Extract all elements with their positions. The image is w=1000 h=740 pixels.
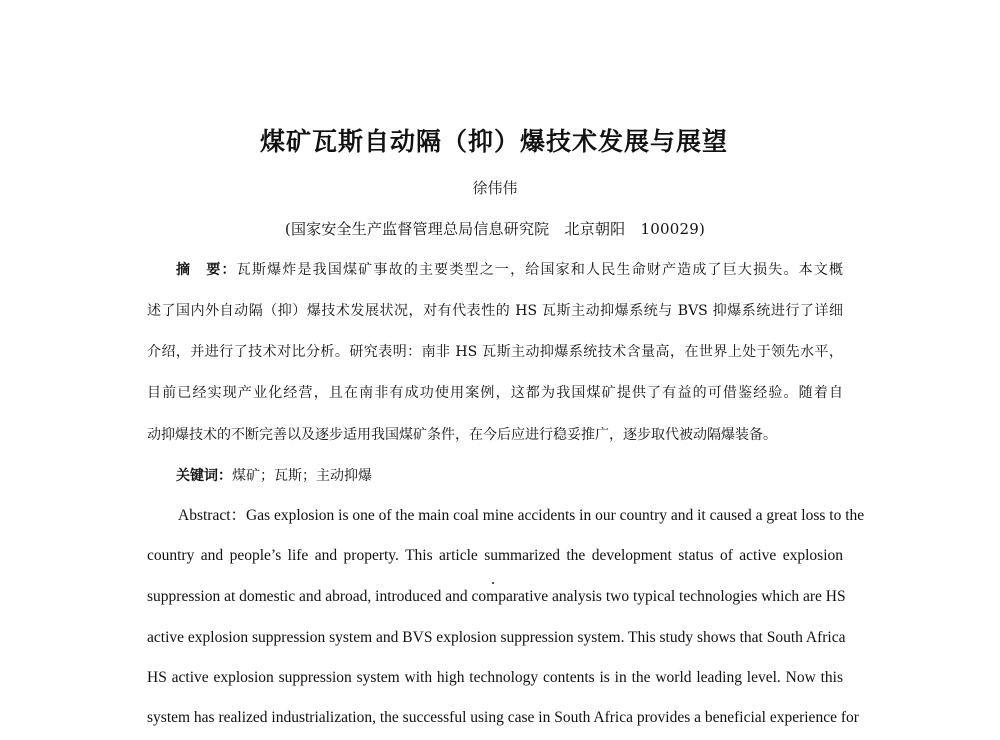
abstract-cn-line-4: 目前已经实现产业化经营，且在南非有成功使用案例，这都为我国煤矿提供了有益的可借鉴经验。随着自: [147, 385, 843, 401]
author-affiliation: (国家安全生产监督管理总局信息研究院 北京朝阳 100029): [284, 220, 706, 238]
abstract-en-line-6: system has realized industrialization, the successful using case in South Africa provides a beneficial experience for: [147, 709, 859, 726]
author-name: 徐伟伟: [472, 179, 518, 197]
abstract-cn-label: 摘 要：: [176, 262, 237, 278]
keywords-cn: [176, 466, 843, 486]
abstract-cn-line-2: 述了国内外自动隔（抑）爆技术发展状况，对有代表性的 HS 瓦斯主动抑爆系统与 BVS 抑爆系统进行了详细: [147, 303, 843, 319]
abstract-en-line-2: country and people’s life and property. This article summarized the development status of active explosion: [147, 547, 843, 564]
abstract-en-line-3: suppression at domestic and abroad, introduced and comparative analysis two typical technologies which are HS: [147, 588, 846, 605]
abstract-en-text: Gas explosion is one of the main coal mine accidents in our country and it caused a great loss to the: [246, 507, 865, 524]
keywords-cn-value: 煤矿；瓦斯；主动抑爆: [232, 468, 372, 484]
abstract-en-line-5: HS active explosion suppression system with high technology contents is in the world leading level. Now this: [147, 669, 843, 686]
scan-speck: [492, 582, 494, 584]
abstract-cn-line-5: 动抑爆技术的不断完善以及逐步适用我国煤矿条件，在今后应进行稳妥推广，逐步取代被动隔爆装备。: [147, 427, 777, 443]
abstract-cn-line-3: 介绍，并进行了技术对比分析。研究表明：南非 HS 瓦斯主动抑爆系统技术含量高，在世界上处于领先水平，: [147, 344, 843, 360]
abstract-en-line-1: [178, 506, 865, 526]
abstract-cn-line-1: [176, 260, 843, 280]
abstract-cn-text: 瓦斯爆炸是我国煤矿事故的主要类型之一，给国家和人民生命财产造成了巨大损失。本文概: [236, 262, 844, 278]
paper-title: 煤矿瓦斯自动隔（抑）爆技术发展与展望: [259, 127, 728, 156]
abstract-en-line-4: active explosion suppression system and BVS explosion suppression system. This study shows that South Africa: [147, 629, 846, 646]
keywords-cn-label: 关键词：: [176, 468, 232, 484]
abstract-en-label: Abstract：: [178, 507, 247, 524]
